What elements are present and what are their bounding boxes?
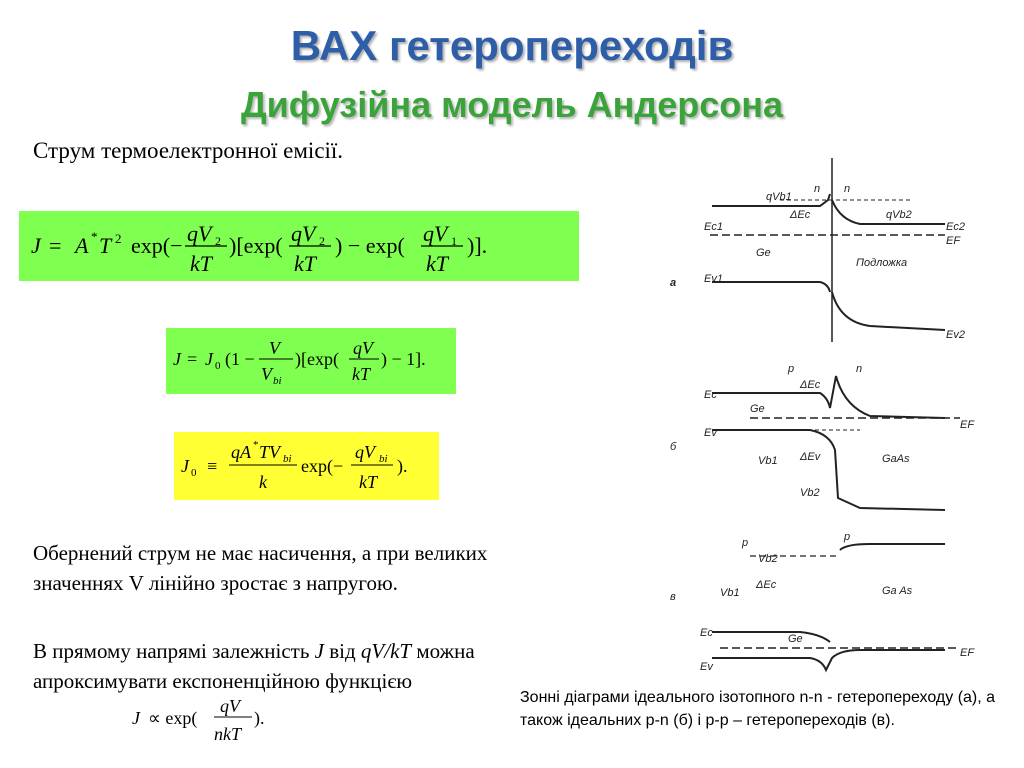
equation-current-diffusion xyxy=(166,328,456,394)
svg-text:).: ). xyxy=(396,456,407,476)
equation-proportional xyxy=(130,692,280,748)
paragraph-reverse-current: Обернений струм не має насичення, а при великих значеннях V лінійно зростає з напругою. xyxy=(33,541,488,596)
svg-text:k: k xyxy=(258,472,267,492)
diagram-a-ge: Ge xyxy=(756,247,771,259)
svg-text:*: * xyxy=(252,439,258,451)
diagram-c-ge: Ge xyxy=(788,633,803,645)
svg-text:J: J xyxy=(172,349,181,369)
paragraph2-part-a: В прямому напрямі залежність xyxy=(33,639,315,663)
svg-text:kT: kT xyxy=(358,472,377,492)
band-diagrams xyxy=(660,150,990,680)
diagram-c-gaas: Ga As xyxy=(882,585,913,597)
paragraph2-symbol-qvkt: qV/kT xyxy=(360,639,412,663)
diagram-a-ec2: Ec2 xyxy=(946,221,965,233)
paragraph-forward-approximation xyxy=(33,636,593,697)
svg-text:qA: qA xyxy=(230,442,251,462)
diagram-c-ev xyxy=(712,650,945,670)
svg-text:kT: kT xyxy=(425,251,448,276)
svg-text:T: T xyxy=(98,233,111,258)
svg-text:qV: qV xyxy=(354,442,375,462)
diagram-c-ef: EF xyxy=(960,647,975,659)
svg-text:V: V xyxy=(260,364,272,384)
svg-text:V: V xyxy=(268,338,280,358)
equation-3-formula xyxy=(177,434,437,498)
svg-text:qV: qV xyxy=(186,221,211,246)
diagram-a-substrate: Подложка xyxy=(856,257,908,269)
svg-text:bi: bi xyxy=(282,453,292,465)
diagram-a-qvb1: qVb1 xyxy=(766,191,792,203)
svg-text:bi: bi xyxy=(378,453,388,465)
svg-text:)].: )]. xyxy=(466,233,487,258)
svg-text:kT: kT xyxy=(351,364,370,384)
svg-text:).: ). xyxy=(254,708,265,728)
diagram-b-ef: EF xyxy=(960,419,975,431)
equation-1-formula xyxy=(27,213,572,279)
svg-text:0: 0 xyxy=(190,467,196,479)
diagram-b-gaas: GaAs xyxy=(882,453,910,465)
diagram-b-n: n xyxy=(856,363,863,375)
svg-text:(1 −: (1 − xyxy=(224,349,255,369)
diagram-a-ef: EF xyxy=(946,235,961,247)
svg-text:) − exp(: ) − exp( xyxy=(334,233,405,258)
diagram-c-panel-label: в xyxy=(670,591,676,603)
svg-text:2: 2 xyxy=(318,234,325,248)
paragraph2-part-b: від xyxy=(323,639,361,663)
svg-text:J: J xyxy=(204,349,213,369)
diagram-a-ev-left xyxy=(712,282,830,292)
diagram-a-n-right: n xyxy=(844,183,851,195)
svg-text:*: * xyxy=(90,229,97,244)
svg-text:qV: qV xyxy=(422,221,447,246)
svg-text:A: A xyxy=(74,233,88,258)
svg-text:kT: kT xyxy=(293,251,316,276)
diagram-a-ev1: Ev1 xyxy=(704,273,723,285)
svg-text:exp(−: exp(− xyxy=(130,233,182,258)
svg-text:exp(−: exp(− xyxy=(300,456,343,476)
svg-text:bi: bi xyxy=(272,375,282,387)
diagram-c-ec-left xyxy=(712,632,830,642)
diagram-a-ev-right xyxy=(832,292,945,330)
diagram-a-ev2: Ev2 xyxy=(946,329,965,341)
svg-text:)[exp(: )[exp( xyxy=(228,233,283,258)
paragraph2-symbol-j: J xyxy=(314,639,324,663)
diagram-c-ev: Ev xyxy=(700,661,713,673)
diagram-b-p: p xyxy=(788,363,795,375)
svg-text:J: J xyxy=(180,456,189,476)
page-subtitle: Дифузійна модель Андерсона xyxy=(240,84,784,125)
diagram-a-panel-label: a xyxy=(670,277,677,289)
diagram-b-ev xyxy=(712,430,945,510)
equation-4-formula xyxy=(130,692,280,748)
svg-text:qV: qV xyxy=(290,221,315,246)
diagram-c-vb2: Vb2 xyxy=(758,553,778,565)
page-title: ВАХ гетеропереходів xyxy=(290,22,734,69)
diagram-b-vb2: Vb2 xyxy=(800,487,820,499)
svg-text:≡: ≡ xyxy=(206,456,217,476)
diagram-b-panel-label: б xyxy=(670,441,677,453)
diagram-a-n-left: n xyxy=(814,183,821,195)
diagram-c-p-left: p xyxy=(742,537,749,549)
diagram-c-p-right: p xyxy=(844,531,851,543)
equation-thermionic-current xyxy=(19,211,579,281)
svg-text:TV: TV xyxy=(258,442,280,462)
svg-text:)[exp(: )[exp( xyxy=(294,349,339,369)
svg-text:qV: qV xyxy=(352,338,373,358)
svg-text:=: = xyxy=(186,349,197,369)
diagram-b-delta-ec: ΔEc xyxy=(800,379,821,391)
diagram-c-ec-right xyxy=(840,544,945,550)
svg-text:kT: kT xyxy=(189,251,212,276)
diagram-c-ec: Ec xyxy=(700,627,713,639)
svg-text:∝ exp(: ∝ exp( xyxy=(148,708,198,728)
svg-text:J: J xyxy=(132,708,140,728)
diagram-c-delta-ec: ΔEc xyxy=(756,579,777,591)
svg-text:qV: qV xyxy=(220,696,240,716)
diagram-a-qvb2: qVb2 xyxy=(886,209,912,221)
svg-text:nkT: nkT xyxy=(214,724,241,744)
svg-text:2: 2 xyxy=(114,231,121,246)
diagram-b-ec xyxy=(712,376,945,418)
diagram-a-delta-ec: ΔEc xyxy=(790,209,811,221)
diagram-b-vb1: Vb1 xyxy=(758,455,778,467)
svg-text:1: 1 xyxy=(450,234,457,248)
svg-text:=: = xyxy=(48,233,61,258)
svg-text:J: J xyxy=(30,233,41,258)
svg-text:) − 1].: ) − 1]. xyxy=(380,349,426,369)
intro-text: Струм термоелектронної емісії. xyxy=(33,138,344,163)
diagram-b-delta-ev: ΔEv xyxy=(800,451,821,463)
equation-j0-definition xyxy=(174,432,439,500)
diagram-caption: Зонні діаграми ідеального ізотопного n-n - гетеропереходу (а), а також ідеальних p-n (б) і p-p – гетеропереходів (в). xyxy=(520,689,996,730)
diagram-b-ec: Ec xyxy=(704,389,717,401)
diagram-a-ec1: Ec1 xyxy=(704,221,723,233)
svg-text:2: 2 xyxy=(214,234,221,248)
paragraph2-part-c: можна апроксимувати експоненційною функцією xyxy=(33,639,475,694)
diagram-c-vb1: Vb1 xyxy=(720,587,740,599)
equation-2-formula xyxy=(169,330,454,392)
svg-text:0: 0 xyxy=(214,360,220,372)
diagram-b-ev: Ev xyxy=(704,427,717,439)
diagram-b-ge: Ge xyxy=(750,403,765,415)
